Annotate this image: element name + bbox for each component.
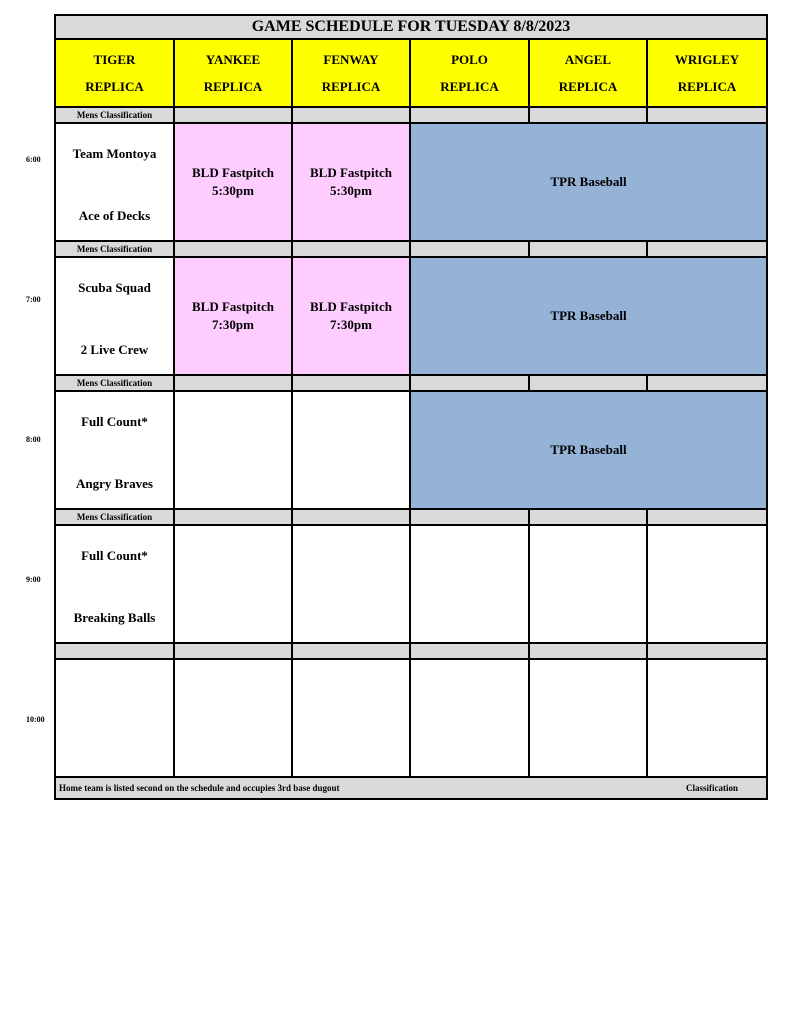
footer-note: Home team is listed second on the schedule and occupies 3rd base dugout bbox=[59, 783, 340, 793]
time-slot-row bbox=[55, 525, 767, 643]
classification-row bbox=[55, 643, 767, 659]
empty-cell bbox=[647, 659, 767, 777]
reserved-label: BLD Fastpitch bbox=[192, 299, 274, 314]
time-label: 7:00 bbox=[26, 295, 41, 304]
empty-cell bbox=[529, 525, 647, 643]
reserved-time: 7:30pm bbox=[212, 317, 254, 332]
classification-label: Mens Classification bbox=[55, 107, 174, 123]
field-name: YANKEE bbox=[205, 52, 261, 67]
classification-label: Mens Classification bbox=[55, 509, 174, 525]
home-team: Breaking Balls bbox=[73, 610, 156, 625]
away-team: Full Count* bbox=[81, 414, 148, 429]
field-header-wrigley bbox=[647, 39, 767, 107]
empty-cell bbox=[410, 659, 529, 777]
page-title: GAME SCHEDULE FOR TUESDAY 8/8/2023 bbox=[55, 15, 767, 39]
empty-cell bbox=[174, 525, 292, 643]
time-slot-row bbox=[55, 257, 767, 375]
field-name: POLO bbox=[451, 52, 488, 67]
empty-cell bbox=[292, 391, 410, 509]
classification-row bbox=[55, 107, 767, 123]
time-slot-row bbox=[55, 123, 767, 241]
classification-row bbox=[55, 241, 767, 257]
home-team: 2 Live Crew bbox=[80, 342, 149, 357]
home-team: Ace of Decks bbox=[78, 208, 151, 223]
field-sub: REPLICA bbox=[85, 79, 144, 94]
empty-cell bbox=[647, 525, 767, 643]
tpr-block: TPR Baseball bbox=[410, 123, 767, 241]
away-team: Full Count* bbox=[81, 548, 148, 563]
matchup-cell bbox=[55, 525, 174, 643]
matchup-cell bbox=[55, 123, 174, 241]
reserved-cell bbox=[292, 123, 410, 241]
classification-label: Mens Classification bbox=[55, 241, 174, 257]
field-name: WRIGLEY bbox=[674, 52, 740, 67]
empty-cell bbox=[410, 525, 529, 643]
field-sub: REPLICA bbox=[677, 79, 737, 94]
reserved-cell bbox=[174, 257, 292, 375]
footer-bar bbox=[55, 777, 767, 799]
tpr-block: TPR Baseball bbox=[410, 257, 767, 375]
time-label: 8:00 bbox=[26, 435, 41, 444]
schedule-table bbox=[54, 14, 768, 800]
reserved-time: 7:30pm bbox=[330, 317, 372, 332]
reserved-label: BLD Fastpitch bbox=[192, 165, 274, 180]
away-team: Team Montoya bbox=[72, 146, 157, 161]
classification-label: Mens Classification bbox=[55, 375, 174, 391]
empty-cell bbox=[174, 391, 292, 509]
empty-cell bbox=[55, 659, 174, 777]
classification-row bbox=[55, 375, 767, 391]
time-slot-row bbox=[55, 391, 767, 509]
empty-cell bbox=[529, 659, 647, 777]
footer-classification: Classification bbox=[686, 783, 739, 793]
field-header-fenway bbox=[292, 39, 410, 107]
empty-cell bbox=[292, 525, 410, 643]
reserved-time: 5:30pm bbox=[330, 183, 372, 198]
reserved-label: BLD Fastpitch bbox=[310, 165, 392, 180]
field-sub: REPLICA bbox=[203, 79, 263, 94]
field-sub: REPLICA bbox=[440, 79, 499, 94]
empty-cell bbox=[174, 659, 292, 777]
reserved-time: 5:30pm bbox=[212, 183, 254, 198]
empty-cell bbox=[292, 659, 410, 777]
away-team: Scuba Squad bbox=[78, 280, 151, 295]
matchup-cell bbox=[55, 257, 174, 375]
field-header-yankee bbox=[174, 39, 292, 107]
reserved-cell bbox=[174, 123, 292, 241]
field-name: FENWAY bbox=[323, 52, 379, 67]
matchup-cell bbox=[55, 391, 174, 509]
time-column bbox=[0, 0, 54, 1024]
time-slot-row bbox=[55, 659, 767, 777]
time-label: 6:00 bbox=[26, 155, 41, 164]
field-name: TIGER bbox=[93, 52, 136, 67]
time-label: 9:00 bbox=[26, 575, 41, 584]
tpr-block: TPR Baseball bbox=[410, 391, 767, 509]
home-team: Angry Braves bbox=[76, 476, 153, 491]
field-header-polo bbox=[410, 39, 529, 107]
field-sub: REPLICA bbox=[558, 79, 618, 94]
field-name: ANGEL bbox=[564, 52, 612, 67]
classification-row bbox=[55, 509, 767, 525]
field-header-angel bbox=[529, 39, 647, 107]
field-header-tiger bbox=[55, 39, 174, 107]
time-label: 10:00 bbox=[26, 715, 45, 724]
reserved-cell bbox=[292, 257, 410, 375]
field-header-row bbox=[55, 39, 767, 107]
field-sub: REPLICA bbox=[321, 79, 381, 94]
reserved-label: BLD Fastpitch bbox=[310, 299, 392, 314]
